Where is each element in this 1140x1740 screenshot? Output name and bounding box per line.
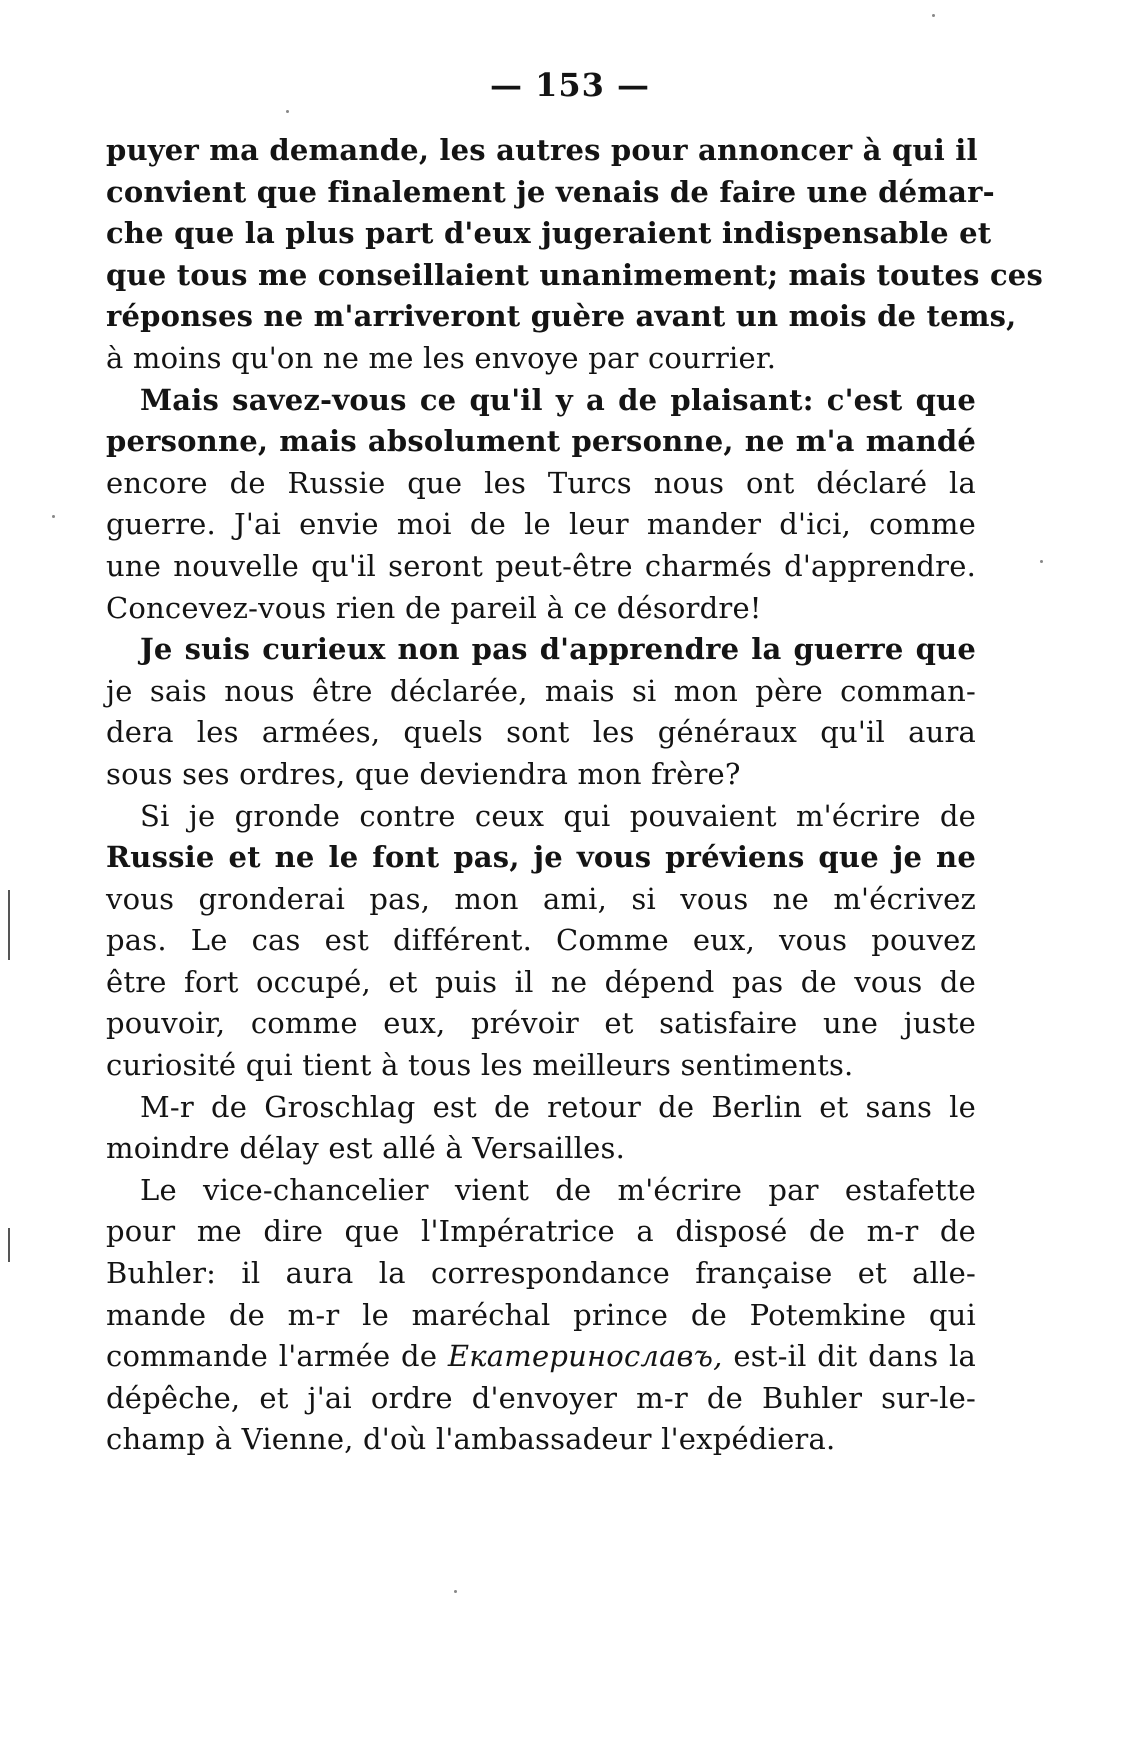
text-line: que tous me conseillaient unanimement; mais toutes ces bbox=[106, 257, 1043, 292]
ink-speck bbox=[286, 110, 289, 113]
text-line: moindre délay est allé à Versailles. bbox=[106, 1131, 626, 1166]
text-line: che que la plus part d'eux jugeraient indispensable et bbox=[106, 216, 992, 251]
text-line: une nouvelle qu'il seront peut-être charmés d'apprendre. bbox=[106, 548, 976, 583]
text-line bbox=[106, 1336, 976, 1378]
text-line: M-r de Groschlag est de retour de Berlin et sans le bbox=[140, 1089, 976, 1124]
text-line: pas. Le cas est différent. Comme eux, vous pouvez bbox=[106, 923, 976, 958]
text-line: Russie et ne le font pas, je vous préviens que je ne bbox=[106, 840, 976, 875]
text-line: convient que finalement je venais de faire une démar- bbox=[106, 174, 995, 209]
margin-mark bbox=[8, 1228, 10, 1262]
text-segment: commande l'armée de bbox=[106, 1339, 438, 1374]
text-line: à moins qu'on ne me les envoye par courrier. bbox=[106, 340, 777, 375]
text-line: vous gronderai pas, mon ami, si vous ne m'écrivez bbox=[106, 881, 976, 916]
text-line: pour me dire que l'Impératrice a disposé de m-r de bbox=[106, 1214, 976, 1249]
text-segment: est-il dit dans la bbox=[733, 1339, 977, 1374]
text-line: pouvoir, comme eux, prévoir et satisfaire une juste bbox=[106, 1006, 976, 1041]
body-text bbox=[106, 130, 1043, 1461]
ink-speck bbox=[454, 1590, 457, 1593]
text-line: Mais savez-vous ce qu'il y a de plaisant: c'est que bbox=[140, 382, 976, 417]
text-line: champ à Vienne, d'où l'ambassadeur l'expédiera. bbox=[106, 1422, 836, 1457]
text-line: Je suis curieux non pas d'apprendre la guerre que bbox=[140, 632, 976, 667]
ink-speck bbox=[52, 515, 55, 518]
margin-mark bbox=[8, 890, 10, 960]
page-number: — 153 — bbox=[489, 66, 651, 104]
text-line: sous ses ordres, que deviendra mon frère? bbox=[106, 756, 741, 791]
text-line: je sais nous être déclarée, mais si mon père comman- bbox=[106, 673, 976, 708]
text-line: curiosité qui tient à tous les meilleurs sentiments. bbox=[106, 1048, 854, 1083]
text-line: mande de m-r le maréchal prince de Potemkine qui bbox=[106, 1297, 976, 1332]
text-line: être fort occupé, et puis il ne dépend pas de vous de bbox=[106, 964, 976, 999]
text-line: Le vice-chancelier vient de m'écrire par estafette bbox=[140, 1172, 976, 1207]
cyrillic-word: Екатеринославъ, bbox=[447, 1339, 723, 1374]
text-line: personne, mais absolument personne, ne m'a mandé bbox=[106, 424, 976, 459]
text-line: puyer ma demande, les autres pour annoncer à qui il bbox=[106, 133, 978, 167]
text-line: dépêche, et j'ai ordre d'envoyer m-r de Buhler sur-le- bbox=[106, 1380, 976, 1415]
text-line: guerre. J'ai envie moi de le leur mander d'ici, comme bbox=[106, 507, 976, 542]
text-line: Si je gronde contre ceux qui pouvaient m'écrire de bbox=[140, 798, 976, 833]
text-line: Concevez-vous rien de pareil à ce désordre! bbox=[106, 590, 762, 625]
ink-speck bbox=[1040, 560, 1043, 563]
ink-speck bbox=[932, 14, 935, 17]
text-line: encore de Russie que les Turcs nous ont déclaré la bbox=[106, 465, 976, 500]
text-line: dera les armées, quels sont les généraux qu'il aura bbox=[106, 715, 976, 750]
text-line: Buhler: il aura la correspondance française et alle- bbox=[106, 1256, 976, 1291]
text-line: réponses ne m'arriveront guère avant un mois de tems, bbox=[106, 299, 1017, 334]
